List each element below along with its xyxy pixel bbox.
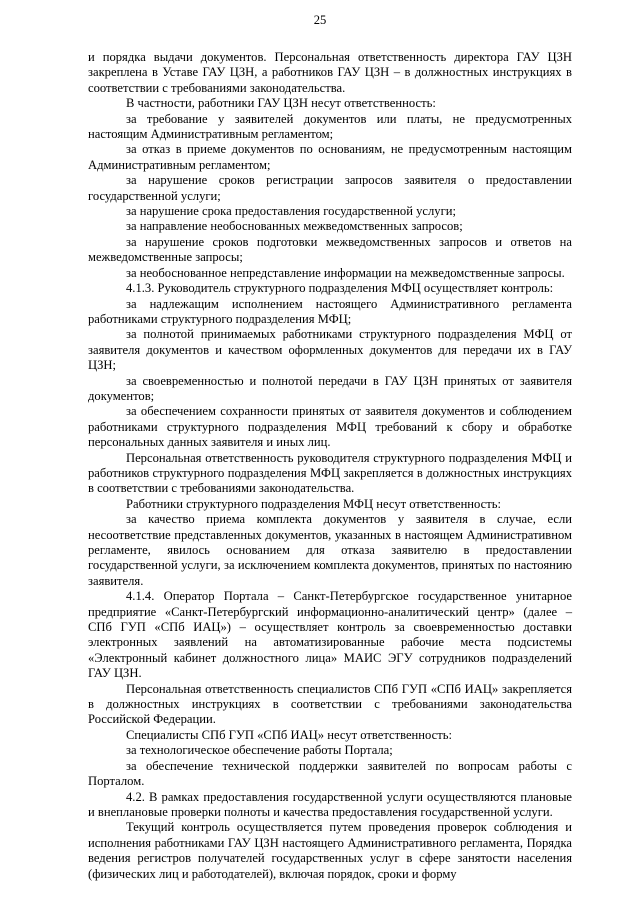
paragraph: за необоснованное непредставление информации на межведомственные запросы. <box>126 265 565 280</box>
paragraph: Персональная ответственность специалистов СПб ГУП «СПб ИАЦ» закрепляется в должностных инструкциях в соответствии с требованиями законодательства Российской Федерации. <box>88 681 572 727</box>
paragraph: за технологическое обеспечение работы Портала; <box>126 743 393 758</box>
paragraph: за нарушение сроков подготовки межведомственных запросов и ответов на межведомственные запросы; <box>88 234 572 265</box>
paragraph: Персональная ответственность руководителя структурного подразделения МФЦ и работников структурного подразделения МФЦ закрепляется в должностных инструкциях в соответствии с требованиями законодательства. <box>88 450 572 496</box>
paragraph: В частности, работники ГАУ ЦЗН несут ответственность: <box>126 96 436 111</box>
paragraph: за надлежащим исполнением настоящего Административного регламента работниками структурного подразделения МФЦ; <box>88 296 572 326</box>
paragraph: за обеспечение технической поддержки заявителей по вопросам работы с Порталом. <box>88 758 572 789</box>
paragraph: за направление необоснованных межведомственных запросов; <box>126 219 463 234</box>
paragraph: и порядка выдачи документов. Персональная ответственность директора ГАУ ЦЗН закреплена в Уставе ГАУ ЦЗН, а работников ГАУ ЦЗН – в должностных инструкциях в соответствии с требованиями законодательства. <box>88 50 572 95</box>
paragraph: 4.1.3. Руководитель структурного подразделения МФЦ осуществляет контроль: <box>126 281 554 296</box>
paragraph: за качество приема комплекта документов у заявителя в случае, если несоответствие представленных документов, указанных в настоящем Административном регламенте, явилось основанием для отказа заявителю в предоставлении государственной услуги, за исключением комплекта документов, принятых по настоянию заявителя. <box>88 512 572 588</box>
paragraph: за нарушение срока предоставления государственной услуги; <box>126 204 456 219</box>
paragraph: за нарушение сроков регистрации запросов заявителя о предоставлении государственной услуги; <box>88 173 572 203</box>
paragraph: 4.2. В рамках предоставления государственной услуги осуществляются плановые и внеплановые проверки полноты и качества предоставления государственной услуги. <box>88 789 572 819</box>
document-body <box>88 50 572 882</box>
paragraph: 4.1.4. Оператор Портала – Санкт-Петербургское государственное унитарное предприятие «Санкт-Петербургский информационно-аналитический центр» (далее – СПб ГУП «СПб ИАЦ») – осуществляет контроль за своевременностью доставки электронных заявлений на автоматизированные рабочие места подсистемы «Электронный кабинет должностного лица» МАИС ЭГУ сотрудников подразделений ГАУ ЦЗН. <box>88 589 572 681</box>
paragraph: за отказ в приеме документов по основаниям, не предусмотренным настоящим Административным регламентом; <box>88 142 572 172</box>
paragraph: за требование у заявителей документов или платы, не предусмотренных настоящим Административным регламентом; <box>88 111 572 142</box>
page-number: 25 <box>313 13 327 27</box>
paragraph: за полнотой принимаемых работниками структурного подразделения МФЦ от заявителя документов и качеством оформленных документов для передачи их в ГАУ ЦЗН; <box>88 327 572 373</box>
paragraph: за своевременностью и полнотой передачи в ГАУ ЦЗН принятых от заявителя документов; <box>88 373 572 403</box>
paragraph: за обеспечением сохранности принятых от заявителя документов и соблюдением работниками структурного подразделения МФЦ требований к сбору и обработке персональных данных заявителя и иных лиц. <box>88 404 572 450</box>
paragraph: Текущий контроль осуществляется путем проведения проверок соблюдения и исполнения работниками ГАУ ЦЗН настоящего Административного регламента, Порядка ведения регистров получателей государственных услуг в сфере занятости населения (физических лиц и работодателей), включая порядок, сроки и форму <box>88 820 572 881</box>
paragraph: Специалисты СПб ГУП «СПб ИАЦ» несут ответственность: <box>126 727 452 742</box>
paragraph: Работники структурного подразделения МФЦ несут ответственность: <box>126 496 501 511</box>
